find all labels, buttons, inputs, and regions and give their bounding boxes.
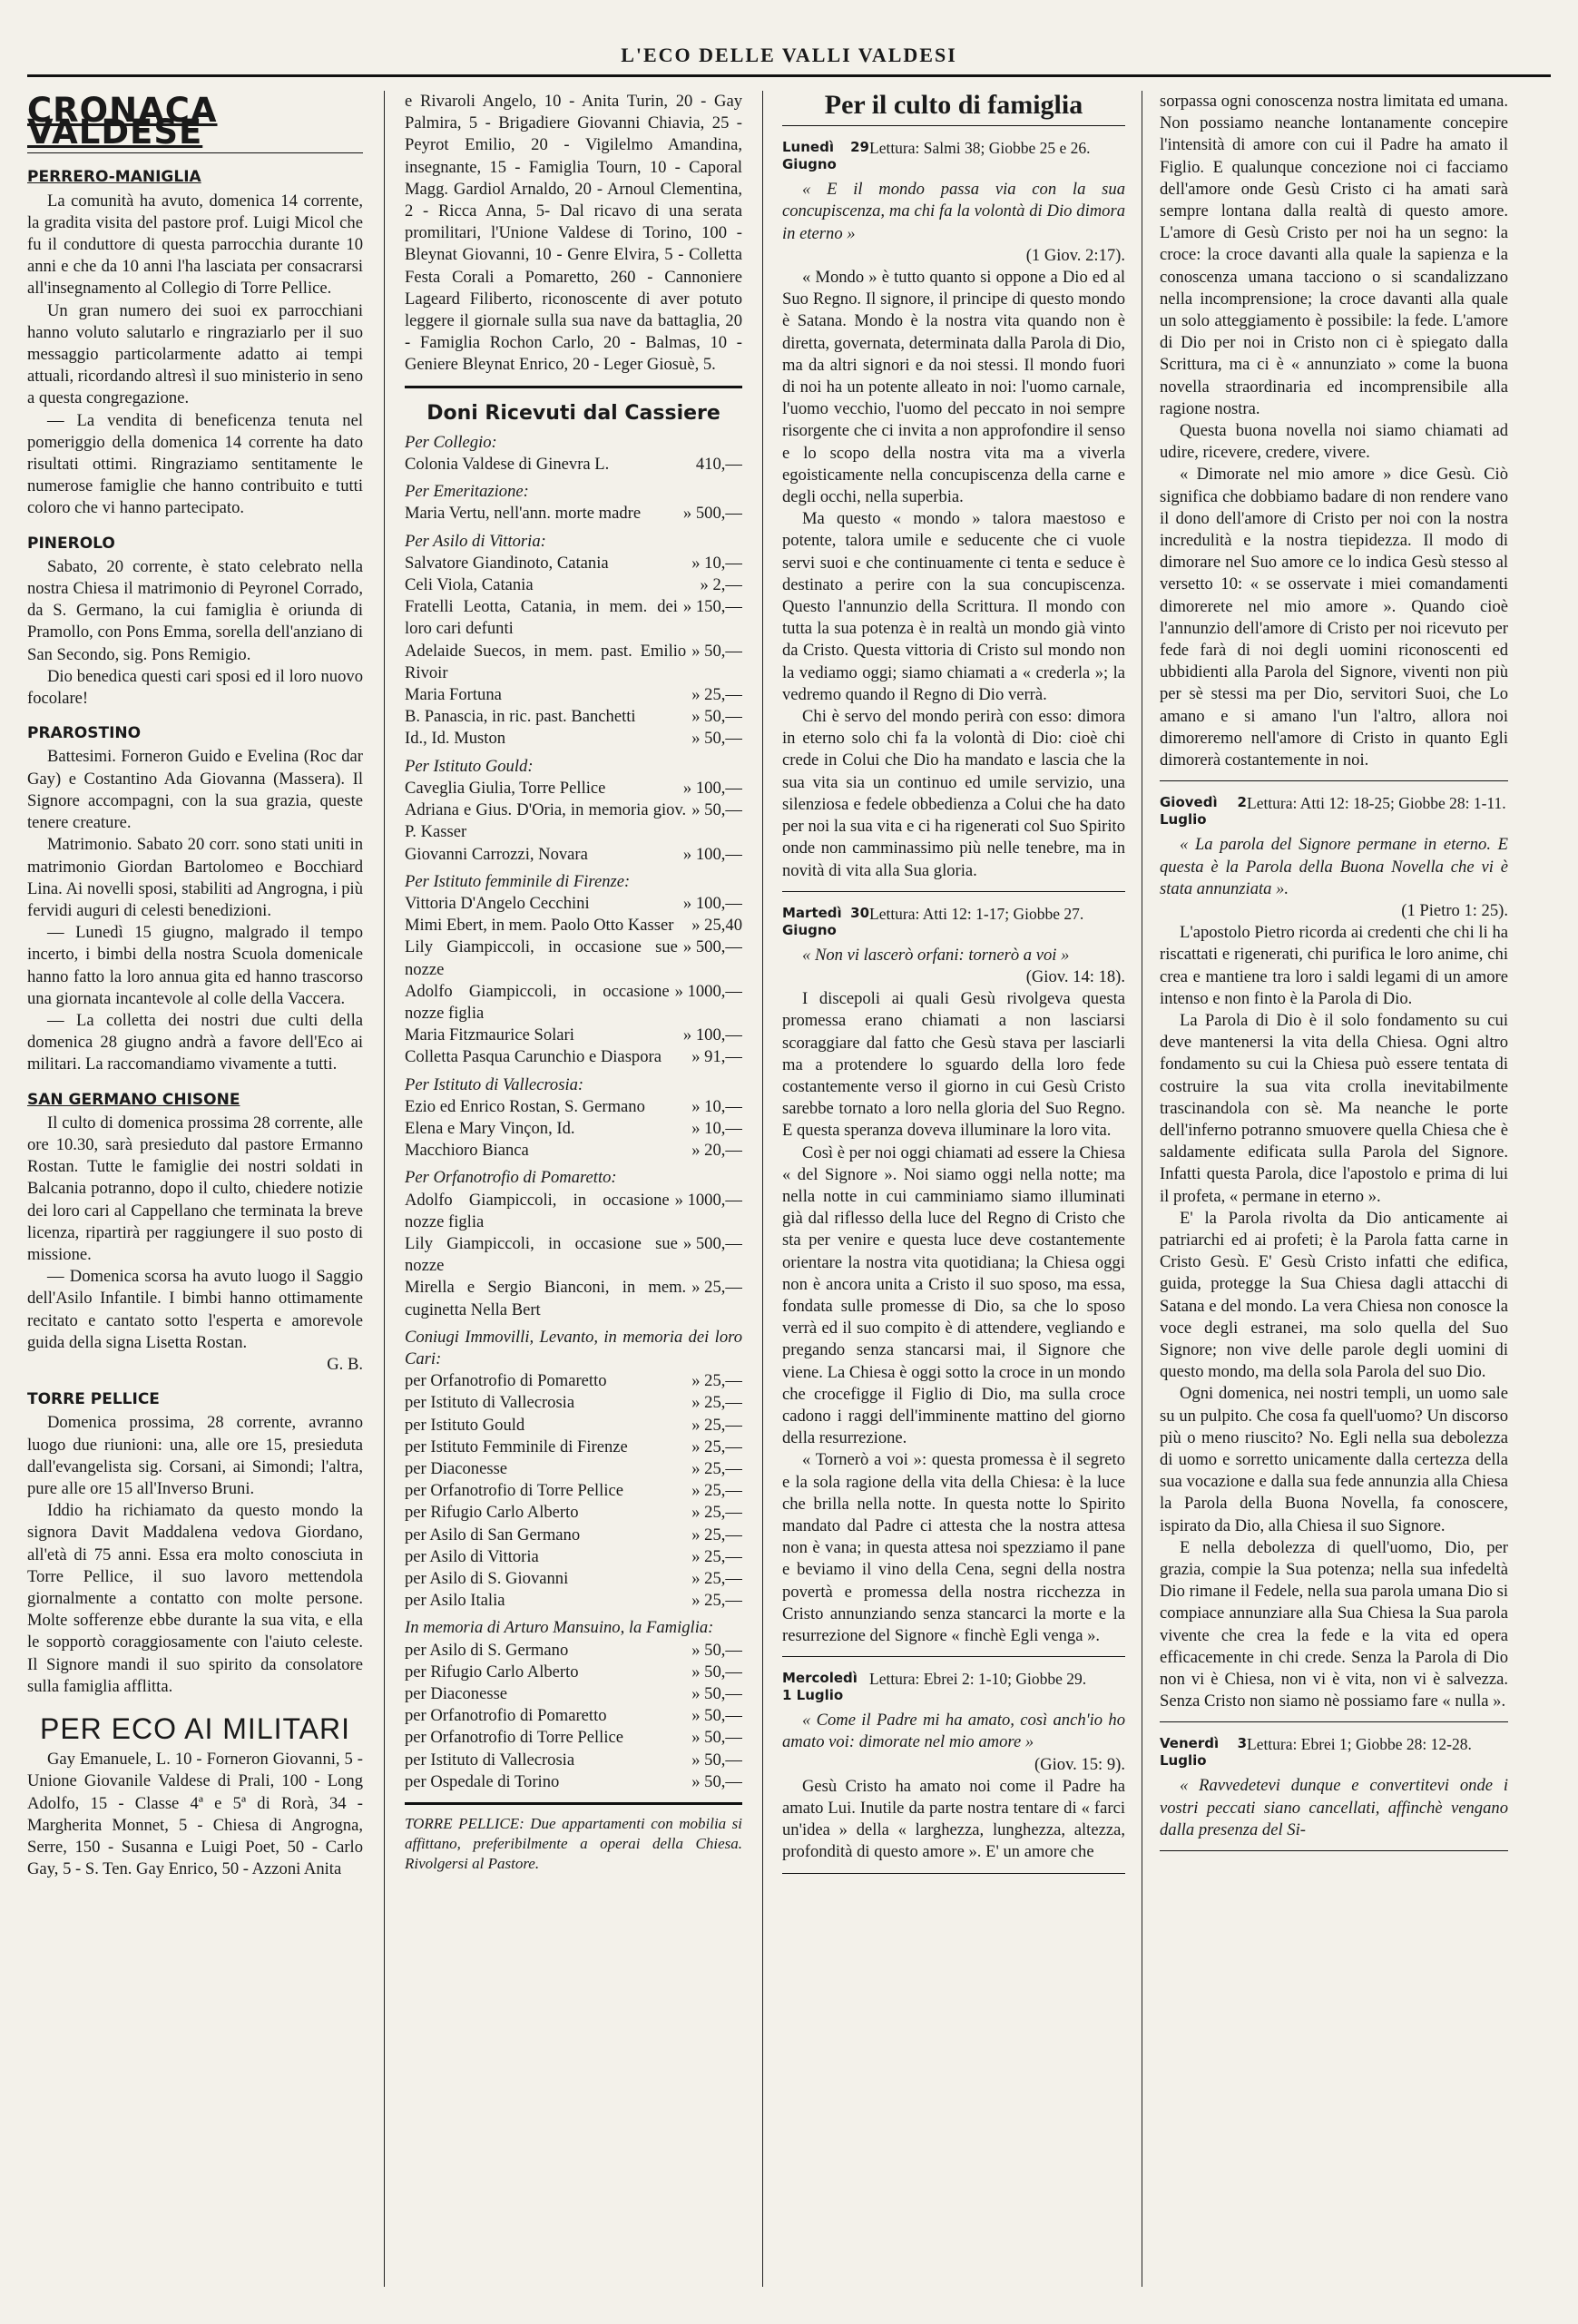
donation-row — [405, 1750, 742, 1771]
reading-reference: (1 Giov. 2:17). — [1025, 245, 1125, 265]
donor-name: per Orfanotrofio di Torre Pellice — [405, 1728, 624, 1748]
donor-name: per Istituto Gould — [405, 1415, 525, 1435]
donation-row — [405, 1662, 742, 1683]
section-paragraph: — Domenica scorsa ha avuto luogo il Saggio dell'Asilo Infantile. I bimbi hanno ottimamente recitato e cantato sotto l'esperta e amorevole guida della signa Lisetta Rostan. — [27, 1267, 363, 1352]
donor-name: Id., Id. Muston — [405, 729, 506, 749]
donation-row — [405, 1568, 742, 1590]
donation-amount: » 25,— — [691, 1569, 742, 1588]
donation-category: Per Istituto Gould: — [405, 756, 534, 776]
donation-row — [405, 799, 742, 843]
donation-amount: » 25,— — [691, 1415, 742, 1435]
donor-name: Caveglia Giulia, Torre Pellice — [405, 778, 606, 798]
section-place: SAN GERMANO CHISONE — [27, 1090, 240, 1109]
donor-name: per Istituto Femminile di Firenze — [405, 1437, 628, 1456]
donor-name: B. Panascia, in ric. past. Banchetti — [405, 707, 636, 727]
donation-row — [405, 1370, 742, 1392]
section-paragraph: Il culto di domenica prossima 28 corrente, alle ore 10.30, sarà presieduto dal pastore Ermanno Rostan. Tutte le famiglie dei nostri soldati in Balcania potranno, dopo il culto, chiedere notizie dei loro cari al Cappellano che terminata la breve licenza, ripartirà per raggiungere il suo posto di missione. — [27, 1113, 363, 1264]
section-paragraph: — La colletta dei nostri due culti della domenica 28 giugno andrà a favore dell'Eco ai militari. La raccomandiamo vivamente a tutti. — [27, 1010, 363, 1074]
reading-passage: Lettura: Ebrei 2: 1-10; Giobbe 29. — [869, 1670, 1087, 1689]
reading-quote: « Ravvedetevi dunque e convertitevi onde i vostri peccati siano cancellati, affinchè vengano dalla presenza del Si- — [1160, 1776, 1508, 1839]
donation-row — [405, 1025, 742, 1046]
column-culto-cont — [1160, 91, 1508, 2287]
donor-name: Colletta Pasqua Carunchio e Diaspora — [405, 1047, 662, 1067]
donor-name: per Rifugio Carlo Alberto — [405, 1503, 579, 1523]
donation-amount: » 50,— — [691, 1684, 742, 1704]
section-paragraph: La comunità ha avuto, domenica 14 corrente, la gradita visita del pastore prof. Luigi Micol che fu il conduttore di questa parrocchia durante 10 anni e che da 10 anni l'ha lasciata per consacrarsi all'insegnamento al Collegio di Torre Pellice. — [27, 191, 363, 299]
signature: G. B. — [327, 1354, 363, 1374]
day-rule — [1160, 1850, 1508, 1851]
reading-paragraph: Chi è servo del mondo perirà con esso: dimora in eterno solo chi fa la volontà di Dio: cioè chi crede in Colui che Dio ha mandato e lascia che la sua vita sia un continuo ed umile servizio, una silenziosa e fedele obbedienza a Colui che ha dato per noi la sua vita e ci ha rigenerati col Suo Spirito onde non camminassimo più nelle tenebre, ma in novità di vita alla Sua gloria. — [782, 707, 1125, 880]
donation-row — [405, 503, 742, 525]
reading-quote: « Come il Padre mi ha amato, così anch'io ho amato voi: dimorate nel mio amore » — [782, 1711, 1125, 1752]
day-rule — [1160, 780, 1508, 781]
donation-row — [405, 936, 742, 980]
day-rule — [782, 1873, 1125, 1874]
donation-row — [405, 981, 742, 1025]
reading-date: Venerdì 3 Luglio — [1160, 1735, 1247, 1770]
reading-date: Martedì 30 Giugno — [782, 904, 869, 938]
reading-paragraph: « Dimorate nel mio amore » dice Gesù. Ciò significa che dobbiamo badare di non rendere vano il dono dell'amore di Cristo per noi con la nostra incredulità e la nostra tiepidezza. Il modo di dimorare nel Suo amore ce lo indica Gesù stesso al versetto 10: « se osservate i miei comandamenti dimorerete nel mio amore ». Quando cioè l'annunzio dell'amore di Cristo per noi ricevuto per fede farà di noi degli uomini riconoscenti ed ubbidienti alla Parola del Signore, viventi non più per sè stessi ma per Dio, servitori Suoi, che Lo amano e si amano l'un l'altro, allora noi dimoreremo nell'amore di Cristo in quanto Egli dimorerà costantemente in noi. — [1160, 465, 1508, 770]
donation-row — [405, 1683, 742, 1705]
donor-name: per Asilo di S. Germano — [405, 1640, 569, 1660]
donation-amount: » 25,— — [691, 1591, 742, 1611]
donor-name: Mirella e Sergio Bianconi, in mem. cuginetta Nella Bert — [405, 1278, 687, 1319]
donation-row — [405, 1525, 742, 1546]
donor-name: Celi Viola, Catania — [405, 575, 534, 595]
donation-amount: » 1000,— — [674, 981, 742, 1001]
section-place: PERRERO-MANIGLIA — [27, 168, 201, 187]
donation-amount: » 2,— — [700, 575, 742, 595]
reading-passage: Lettura: Atti 12: 1-17; Giobbe 27. — [869, 904, 1084, 923]
donor-name: per Orfanotrofio di Pomaretto — [405, 1706, 607, 1726]
section-paragraph: — Lunedì 15 giugno, malgrado il tempo incerto, i bimbi della nostra Scuola domenicale hanno fatto la loro annua gita ed hanno trascorso una giornata incantevole al colle della Vaccera. — [27, 923, 363, 1008]
donation-row — [405, 1140, 742, 1162]
donor-name: Lily Giampiccoli, in occasione sue nozze — [405, 937, 678, 979]
donation-amount: » 25,— — [691, 1437, 742, 1456]
donation-row — [405, 1046, 742, 1068]
donor-name: per Asilo Italia — [405, 1591, 505, 1611]
donation-amount: » 20,— — [691, 1141, 742, 1161]
donor-name: Mimi Ebert, in mem. Paolo Otto Kasser — [405, 916, 674, 936]
doni-list — [405, 432, 742, 1793]
donor-name: Adolfo Giampiccoli, in occasione nozze figlia — [405, 981, 670, 1023]
militari-title: PER ECO AI MILITARI — [39, 1712, 351, 1746]
donation-amount: » 50,— — [691, 1750, 742, 1770]
donation-amount: » 10,— — [691, 553, 742, 573]
militari-text: Gay Emanuele, L. 10 - Forneron Giovanni, 5 - Unione Giovanile Valdese di Prali, 100 - Long Adolfo, 15 - Classe 4ª e 5ª di Rorà, 34 - Margherita Monnet, 5 - Chiesa di Angrogna, Serre, 150 - Susanna e Luigi Poet, 50 - Carlo Gay, 5 - S. Ten. Gay Enrico, 50 - Azzoni Anita — [27, 1750, 363, 1879]
donation-amount: » 25,— — [691, 1393, 742, 1413]
donation-row — [405, 684, 742, 706]
donor-name: Giovanni Carrozzi, Novara — [405, 844, 588, 864]
reading-paragraph: Ogni domenica, nei nostri templi, un uomo sale su un pulpito. Che cosa fa quell'uomo? Un discorso più o meno riuscito? No. Egli nella sua debolezza di uomo e sorretto unicamente dalla certezza della sua vocazione e dalla sua fede annunzia alla Chiesa la Parola della Buona Novella, fa conoscere, ispirato da Dio, alla Chiesa il suo Signore. — [1160, 1384, 1508, 1535]
donor-name: Maria Fitzmaurice Solari — [405, 1025, 574, 1045]
donor-name: Colonia Valdese di Ginevra L. — [405, 455, 610, 475]
donation-row — [405, 596, 742, 640]
section-place: TORRE PELLICE — [27, 1390, 160, 1409]
donor-name: per Asilo di S. Giovanni — [405, 1569, 569, 1588]
donation-amount: » 50,— — [691, 641, 742, 661]
day-rule — [782, 891, 1125, 892]
donation-amount: » 100,— — [682, 893, 742, 913]
reading-quote: « Non vi lascerò orfani: tornerò a voi » — [802, 945, 1070, 965]
reading-reference: (Giov. 15: 9). — [1034, 1754, 1125, 1774]
donation-row — [405, 1233, 742, 1277]
donation-row — [405, 1392, 742, 1414]
donation-amount: » 50,— — [691, 1771, 742, 1791]
donation-category: In memoria di Arturo Mansuino, la Famiglia: — [405, 1618, 714, 1638]
donation-amount: » 100,— — [682, 844, 742, 864]
donation-amount: » 50,— — [691, 1706, 742, 1726]
reading-passage: Lettura: Atti 12: 18-25; Giobbe 28: 1-11. — [1247, 794, 1506, 813]
reading-passage: Lettura: Salmi 38; Giobbe 25 e 26. — [869, 139, 1091, 158]
donor-name: per Diaconesse — [405, 1684, 508, 1704]
donor-name: per Istituto di Vallecrosia — [405, 1750, 575, 1770]
section-paragraph: Un gran numero dei suoi ex parrocchiani hanno voluto salutarlo e ringraziarlo per il suo messaggio particolarmente adatto ai tempi attuali, ricordando altresì il suo ministerio in seno a questa congregazione. — [27, 300, 363, 408]
column-doni — [405, 91, 742, 2287]
reading-paragraph: Così è per noi oggi chiamati ad essere la Chiesa « del Signore ». Noi siamo oggi nella notte; ma nella notte in cui camminiamo siamo illuminati già dal riflesso della luce del Regno di Cristo che sta per venire e questa luce deve costantemente orientare la nostra vita quotidiana; la Chiesa oggi non è ancora unita a Cristo il suo sposo, ma essa, fondata sulle promesse di Dio, sa che lo sposo verrà ed il suo compito è di attendere, vegliando e pregando senza stancarsi mai, il Signore che viene. La Chiesa è oggi sotto la croce in un mondo che crocefigge il Figlio di Dio, ma sulla croce cadono i raggi dell'imminente mattino del giorno della resurrezione. — [782, 1142, 1125, 1448]
donation-amount: » 500,— — [682, 504, 742, 524]
reading-paragraph: La Parola di Dio è il solo fondamento su cui deve mantenersi la vita della Chiesa. Ogni altro fondamento su cui la Chiesa può essere tentata di costruire la sua vita crolla inevitabilmente trascinandola con sè. Ma neanche le porte dell'inferno potranno smuovere quella Chiesa che è saldamente edificata sulla Parola del Signore. Infatti questa Parola, dice l'apostolo e prima di lui il profeta, « permane in eterno ». — [1160, 1010, 1508, 1206]
culto-title: Per il culto di famiglia — [824, 91, 1083, 120]
culto-continued — [1160, 91, 1508, 781]
culto-days — [782, 139, 1125, 1873]
reading-paragraph: Gesù Cristo ha amato noi come il Padre ha amato Lui. Inutile da parte nostra tentare di « farci un'idea » della « larghezza, lunghezza, altezza, profondità di questo amore ». E' un amore che — [782, 1776, 1125, 1862]
reading-header — [1160, 1735, 1508, 1770]
reading-header — [782, 139, 1125, 173]
reading-paragraph: « Tornerò a voi »: questa promessa è il segreto e la sola ragione della vita della Chiesa: è la luce che brilla nella notte. In questa notte lo Spirito mandato dal Padre ci attesta che la nostra attesa non è vana; in questa attesa noi spezziamo il pane e beviamo il vino della Cena, segni della nostra povertà e promessa della nostra ricchezza in Cristo annunziando senza stancarci la morte e la resurrezione del Signore « finchè Egli venga ». — [782, 1450, 1125, 1645]
donation-amount: » 25,— — [691, 1371, 742, 1391]
donation-row — [405, 1458, 742, 1480]
donation-row — [405, 778, 742, 799]
donor-name: Fratelli Leotta, Catania, in mem. dei loro cari defunti — [405, 597, 678, 639]
donation-row — [405, 574, 742, 596]
donor-name: per Orfanotrofio di Pomaretto — [405, 1371, 607, 1391]
masthead-rule — [27, 74, 1551, 77]
donation-amount: » 50,— — [691, 707, 742, 727]
reading-reference: (1 Pietro 1: 25). — [1401, 900, 1508, 920]
donation-category: Per Orfanotrofio di Pomaretto: — [405, 1168, 617, 1188]
reading-paragraph: E' la Parola rivolta da Dio anticamente ai patriarchi ed ai profeti; è la Parola fatta carne in Cristo Gesù. E' Gesù Cristo infatti che edifica, guida, protegge la Sua Chiesa dagli attacchi di Satana e del mondo. La vera Chiesa non conosce la voce degli estranei, ma solo quella del Suo Signore; non vive delle parole degli uomini di questo mondo, ma della sola Parola del suo Dio. — [1160, 1208, 1508, 1382]
donation-row — [405, 1277, 742, 1320]
donation-category: Coniugi Immovilli, Levanto, in memoria dei loro Cari: — [405, 1327, 742, 1368]
section-paragraph: Sabato, 20 corrente, è stato celebrato nella nostra Chiesa il matrimonio di Peyronel Corrado, da S. Germano, la cui famiglia è oriunda di Pramollo, con Pons Emma, sorella dell'anziano di San Secondo, sig. Pons Remigio. — [27, 556, 363, 664]
donor-name: Adolfo Giampiccoli, in occasione nozze figlia — [405, 1190, 670, 1231]
donation-amount: » 25,— — [691, 685, 742, 705]
donor-name: Salvatore Giandinoto, Catania — [405, 553, 609, 573]
donation-amount: » 500,— — [682, 937, 742, 957]
column-divider — [384, 91, 385, 2287]
donation-row — [405, 553, 742, 574]
donor-name: per Ospedale di Torino — [405, 1771, 560, 1791]
reading-paragraph: I discepoli ai quali Gesù rivolgeva questa promessa erano chiamati a non lasciarsi scoraggiare dal fatto che Gesù stava per lasciarli ma a protendere lo sguardo della loro fede costantemente verso il giorno in cui Gesù Cristo sarebbe tornato a loro nella gloria del Suo Regno. E questa speranza doveva illuminare la loro vita. — [782, 989, 1125, 1141]
donation-amount: » 91,— — [691, 1047, 742, 1067]
donation-category: Per Istituto femminile di Firenze: — [405, 871, 631, 891]
donation-row — [405, 454, 742, 476]
donation-row — [405, 1502, 742, 1524]
reading-quote: « E il mondo passa via con la sua concupiscenza, ma chi fa la volontà di Dio dimora in eterno » — [782, 180, 1125, 243]
reading-header — [782, 1670, 1125, 1704]
donation-row — [405, 1546, 742, 1568]
reading-paragraph: « Mondo » è tutto quanto si oppone a Dio ed al Suo Regno. Il signore, il principe di questo mondo è Satana. Mondo è la nostra vita quando non è diretta, governata, determinata dalla Parola di Dio, ma da altri signori e da noi stessi. Il mondo fuori di noi ha un potente alleato in noi: l'uomo carnale, l'uomo vecchio, l'uomo del peccato in noi sempre risorgente che ci invita a non approfondire il senso e lo scopo della nostra vita ma a viverla egoisticamente nella concupiscenza della carne e degli occhi, nella superbia. — [782, 268, 1125, 507]
donation-amount: » 50,— — [691, 1640, 742, 1660]
donor-name: Ezio ed Enrico Rostan, S. Germano — [405, 1096, 645, 1116]
donation-row — [405, 1640, 742, 1662]
militari-continued: e Rivaroli Angelo, 10 - Anita Turin, 20 - Gay Palmira, 5 - Brigadiere Giovanni Chiavia, 25 - Peyrot Emilio, 20 - Vigilelmo Amandina, insegnante, 15 - Famiglia Tourn, 10 - Caporal Magg. Gardiol Arnaldo, 20 - Arnoul Clementina, 2 - Ricca Anna, 5- Dal ricavo di una serata promilitari, l'Unione Valdese di Torino, 100 - Bleynat Giovanni, 10 - Genre Elvira, 5 - Colletta Festa Corali a Pomaretto, 260 - Cannoniere Lageard Filiberto, riconoscente di aver potuto leggere il giornale sulla sua nave da battaglia, 20 - Famiglia Rochon Carlo, 20 - Balmas, 10 - Geniere Bleynat Enrico, 20 - Leger Giosuè, 5. — [405, 92, 742, 375]
column-culto — [782, 91, 1125, 2287]
donation-amount: » 10,— — [691, 1096, 742, 1116]
column-cronaca — [27, 91, 363, 2287]
reading-header — [1160, 794, 1508, 829]
culto-days-cont — [1160, 794, 1508, 1851]
section-place: PINEROLO — [27, 534, 115, 553]
section-paragraph: — La vendita di beneficenza tenuta nel pomeriggio della domenica 14 corrente ha dato risultati ottimi. Ringraziamo sentitamente le numerose famiglie che hanno contribuito e tutti coloro che vi hanno partecipato. — [27, 410, 363, 518]
donation-row — [405, 893, 742, 915]
donor-name: Adelaide Suecos, in mem. past. Emilio Rivoir — [405, 641, 687, 682]
donation-amount: » 25,— — [691, 1546, 742, 1566]
reading-reference: (Giov. 14: 18). — [1025, 966, 1125, 986]
donation-amount: » 50,— — [691, 1728, 742, 1748]
donation-row — [405, 1480, 742, 1502]
donation-category: Per Collegio: — [405, 432, 497, 452]
section-paragraph: Matrimonio. Sabato 20 corr. sono stati uniti in matrimonio Giordan Bartolomeo e Bocchiard Lina. Ai novelli sposi, stabiliti ad Angrogna, i più fervidi auguri di celesti benedizioni. — [27, 835, 363, 920]
section-rule — [405, 386, 742, 388]
donor-name: Maria Fortuna — [405, 685, 502, 705]
reading-date: Giovedì 2 Luglio — [1160, 794, 1247, 829]
doni-title: Doni Ricevuti dal Cassiere — [426, 401, 720, 425]
title-rule — [782, 125, 1125, 126]
donation-row — [405, 706, 742, 728]
section-paragraph: Iddio ha richiamato da questo mondo la signora Davit Maddalena vedova Giordano, all'età di 75 anni. Essa era molto conosciuta in Torre Pellice, il suo lavoro mettendola giornalmente a contatto con molte persone. Molte sofferenze ebbe durante la sua vita, e ella le sopportò coraggiosamente con l'aiuto celeste. Il Signore mandi il suo spirito da consolatore sulla famiglia afflitta. — [27, 1501, 363, 1696]
donation-row — [405, 1190, 742, 1233]
column-divider — [762, 91, 763, 2287]
donor-name: Adriana e Gius. D'Oria, in memoria giov. P. Kasser — [405, 800, 687, 842]
section-paragraph: Battesimi. Forneron Guido e Evelina (Roc dar Gay) e Costantino Ada Giovanna (Massera). Il Signore accompagni, con la sua grazia, queste tenere creature. — [27, 747, 363, 833]
donation-row — [405, 641, 742, 684]
donation-amount: » 25,— — [691, 1525, 742, 1544]
donation-amount: » 1000,— — [674, 1190, 742, 1210]
donation-amount: » 500,— — [682, 1233, 742, 1253]
donation-row — [405, 1096, 742, 1118]
donor-name: per Asilo di Vittoria — [405, 1546, 539, 1566]
donation-amount: » 100,— — [682, 778, 742, 798]
donation-amount: » 25,— — [691, 1481, 742, 1501]
donation-amount: » 50,— — [691, 729, 742, 749]
donation-row — [405, 1705, 742, 1727]
donor-name: per Rifugio Carlo Alberto — [405, 1662, 579, 1682]
donor-name: per Orfanotrofio di Torre Pellice — [405, 1481, 624, 1501]
donation-row — [405, 728, 742, 750]
donor-name: Maria Vertu, nell'ann. morte madre — [405, 504, 642, 524]
reading-paragraph: Questa buona novella noi siamo chiamati ad udire, ricevere, credere, vivere. — [1160, 421, 1508, 463]
reading-paragraph: E nella debolezza di quell'uomo, Dio, per grazia, compie la Sua potenza; nella sua infedeltà Dio rimane il Fedele, nella sua parola umana Dio si compiace annunziare alla Sua Chiesa la Sua parola vivente che crea la fede e la vita ed opera efficacemente in chi crede. Senza la Parola di Dio non vi è Chiesa, non vi è vita, non vi è salvezza. Senza Cristo non siamo nè possiamo fare « nulla ». — [1160, 1537, 1508, 1711]
donor-name: Elena e Mary Vinçon, Id. — [405, 1118, 575, 1138]
donor-name: Macchioro Bianca — [405, 1141, 529, 1161]
section-place: PRAROSTINO — [27, 724, 142, 743]
reading-paragraph: sorpassa ogni conoscenza nostra limitata ed umana. Non possiamo neanche lontanamente concepire l'intensità di amore con cui il Padre ha amato il Figlio. E qualunque concezione noi ci facciamo dell'amore onde Gesù Cristo ci ha amati sarà sempre lontana dalla realtà di questo amore. L'amore di Gesù Cristo per noi ha un segno: la croce: la croce davanti alla quale la sapienza e la conoscenza umana tacciono o si scandalizzano nella incomprensione; la croce davanti alla quale un solo atteggiamento è possibile: la fede. L'amore di Dio per noi in Cristo non ci è spiegato dalla Scrittura, ma ci è « annunziato » come la buona novella straordinaria ed incomprensibile alla ragione nostra. — [1160, 92, 1508, 418]
donation-amount: » 50,— — [691, 800, 742, 820]
cronaca-sections — [27, 166, 363, 1698]
donation-amount: » 50,— — [691, 1662, 742, 1682]
section-paragraph: Dio benedica questi cari sposi ed il loro nuovo focolare! — [27, 666, 363, 709]
day-rule — [1160, 1721, 1508, 1722]
donation-category: Per Istituto di Vallecrosia: — [405, 1074, 584, 1094]
reading-date: Lunedì 29 Giugno — [782, 139, 869, 173]
reading-date: Mercoledì 1 Luglio — [782, 1670, 858, 1704]
donation-row — [405, 1727, 742, 1749]
donation-row — [405, 915, 742, 936]
reading-paragraph: Ma questo « mondo » talora maestoso e potente, talora umile e seducente che ci vuole servi suoi e che continuamente ci tenta e seduce è destinato a perire con la sua concupiscenza. Questo l'annunzio della Scrittura. Il mondo con tutta la sua potenza è in realtà un mondo già vinto da Cristo. Questa vittoria di Cristo sul mondo non la vediamo oggi; siamo chiamati a « crederla »; la vedremo quando il Regno di Dio verrà. — [782, 509, 1125, 704]
donation-category: Per Asilo di Vittoria: — [405, 531, 546, 551]
section-rule — [405, 1802, 742, 1805]
donation-amount: » 25,— — [691, 1458, 742, 1478]
donation-amount: » 10,— — [691, 1118, 742, 1138]
donation-amount: 410,— — [695, 455, 742, 475]
day-rule — [782, 1656, 1125, 1657]
donation-amount: » 100,— — [682, 1025, 742, 1045]
donation-row — [405, 1118, 742, 1140]
donation-row — [405, 1415, 742, 1437]
reading-passage: Lettura: Ebrei 1; Giobbe 28: 12-28. — [1247, 1735, 1472, 1754]
donor-name: Vittoria D'Angelo Cecchini — [405, 893, 590, 913]
donation-category: Per Emeritazione: — [405, 482, 529, 502]
reading-paragraph: L'apostolo Pietro ricorda ai credenti che chi li ha riscattati e rigenerati, chi purifica le loro anime, chi crea e mantiene tra loro i saldi legami di un amore intenso e non finto è la Parola di Dio. — [1160, 923, 1508, 1008]
donor-name: per Istituto di Vallecrosia — [405, 1393, 575, 1413]
torre-pellice-ad: TORRE PELLICE: Due appartamenti con mobilia si affittano, preferibilmente a operai della Chiesa. Rivolgersi al Pastore. — [405, 1815, 742, 1873]
reading-header — [782, 905, 1125, 939]
donor-name: Lily Giampiccoli, in occasione sue nozze — [405, 1233, 678, 1276]
donation-amount: » 25,— — [691, 1278, 742, 1298]
donation-amount: » 25,— — [691, 1503, 742, 1523]
section-paragraph: Domenica prossima, 28 corrente, avranno luogo due riunioni: una, alle ore 15, presieduta dall'evangelista sig. Corsani, ai Simondi; l'altra, pure alle ore 15 all'Inverso Bruni. — [27, 1413, 363, 1498]
masthead: L'ECO DELLE VALLI VALDESI — [621, 44, 957, 66]
donation-row — [405, 1590, 742, 1612]
donation-row — [405, 1437, 742, 1458]
donation-amount: » 25,40 — [691, 916, 742, 936]
title-rule — [27, 152, 363, 153]
donation-amount: » 150,— — [682, 597, 742, 617]
reading-quote: « La parola del Signore permane in eterno. E questa è la Parola della Buona Novella che vi è stata annunziata ». — [1160, 835, 1508, 898]
donation-row — [405, 844, 742, 866]
donor-name: per Diaconesse — [405, 1458, 508, 1478]
donor-name: per Asilo di San Germano — [405, 1525, 581, 1544]
cronaca-title: CRONACA VALDESE — [27, 91, 218, 152]
donation-row — [405, 1771, 742, 1793]
